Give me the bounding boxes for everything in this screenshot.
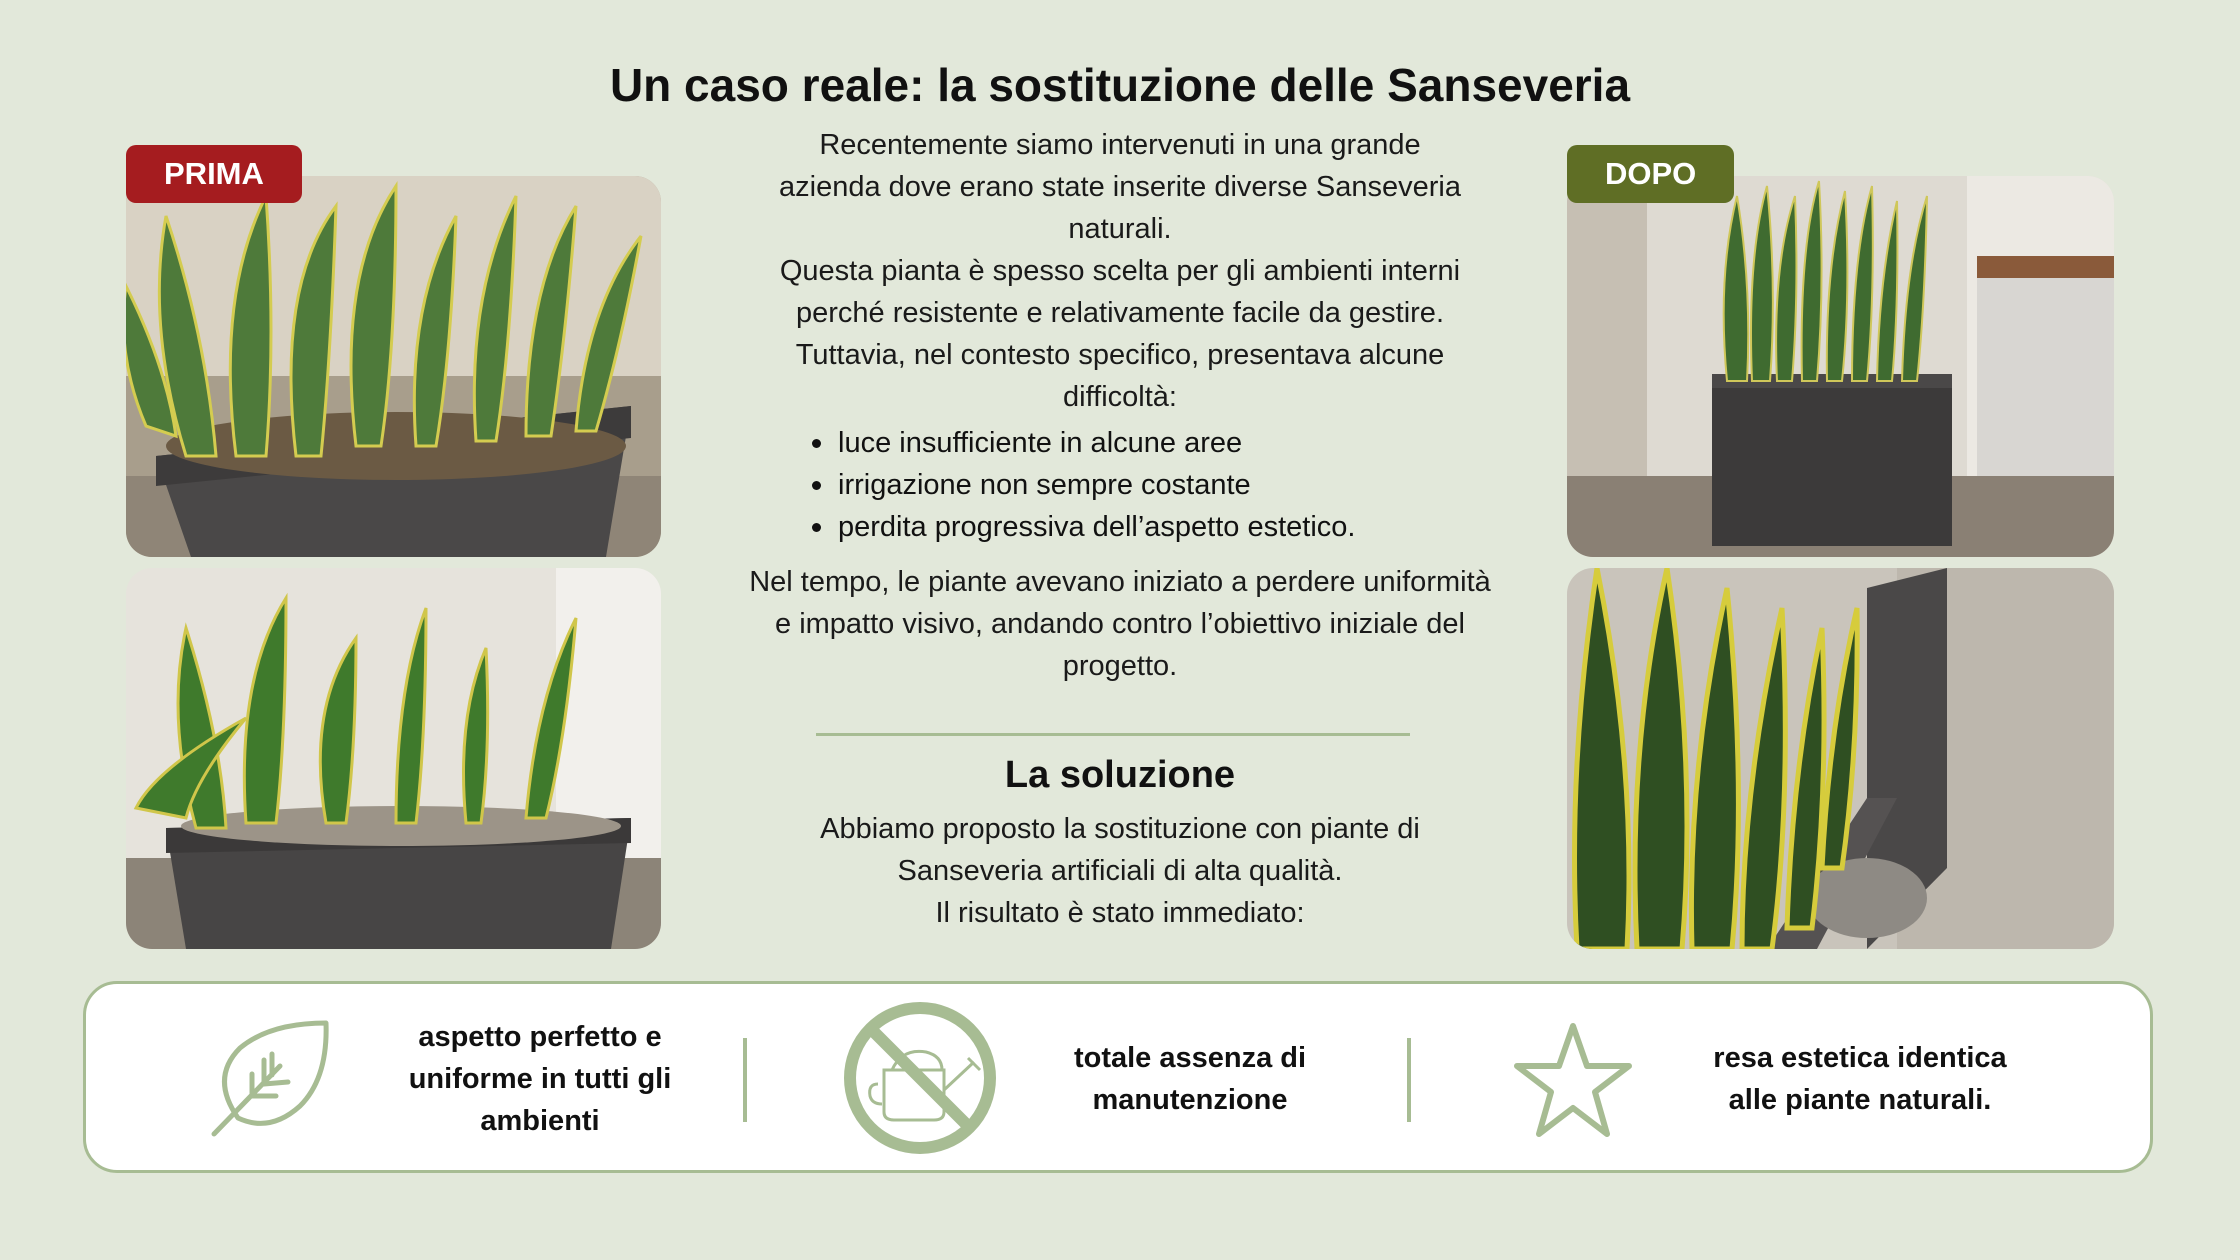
page-title: Un caso reale: la sostituzione delle Sanseveria	[609, 59, 1631, 111]
solution-line: Il risultato è stato immediato:	[935, 897, 1305, 929]
before-tag: PRIMA	[126, 145, 302, 203]
intro-line: Questa pianta è spesso scelta per gli ambienti interni	[779, 255, 1461, 287]
intro-paragraph	[720, 124, 1520, 418]
intro-line: naturali.	[1068, 213, 1172, 245]
divider	[816, 733, 1410, 736]
benefit-separator	[743, 1038, 747, 1122]
benefit-line: totale assenza di	[1073, 1042, 1307, 1074]
star-icon	[1511, 1020, 1635, 1145]
leaf-icon	[210, 1018, 330, 1143]
context-line: e impatto visivo, andando contro l’obiettivo iniziale del	[775, 608, 1465, 640]
intro-line: perché resistente e relativamente facile da gestire.	[795, 297, 1444, 329]
solution-line: Abbiamo proposto la sostituzione con piante di	[820, 813, 1420, 845]
after-tag: DOPO	[1567, 145, 1734, 203]
after-photo-bottom	[1567, 568, 2114, 949]
intro-line: difficoltà:	[1063, 381, 1177, 413]
no-watering-can-icon	[842, 1000, 998, 1161]
benefit-appearance	[365, 1016, 715, 1142]
benefit-line: aspetto perfetto e	[418, 1021, 662, 1053]
after-photo-top	[1567, 176, 2114, 557]
list-item: luce insufficiente in alcune aree	[810, 422, 1355, 464]
context-line: progetto.	[1062, 650, 1178, 682]
solution-line: Sanseveria artificiali di alta qualità.	[897, 855, 1343, 887]
difficulties-list	[810, 422, 1355, 548]
benefit-line: resa estetica identica	[1713, 1042, 2007, 1074]
solution-paragraph	[720, 808, 1520, 934]
context-paragraph	[720, 561, 1520, 687]
benefit-line: manutenzione	[1092, 1084, 1288, 1116]
benefit-maintenance	[1030, 1037, 1350, 1121]
benefit-line: ambienti	[480, 1105, 600, 1137]
context-line: Nel tempo, le piante avevano iniziato a perdere uniformità	[749, 566, 1491, 598]
before-photo-top	[126, 176, 661, 557]
benefit-line: alle piante naturali.	[1728, 1084, 1992, 1116]
benefit-separator	[1407, 1038, 1411, 1122]
solution-title: La soluzione	[1004, 754, 1236, 796]
intro-line: azienda dove erano state inserite diverse Sanseveria	[779, 171, 1461, 203]
before-photo-bottom	[126, 568, 661, 949]
benefit-aesthetic	[1670, 1037, 2050, 1121]
intro-line: Tuttavia, nel contesto specifico, presentava alcune	[795, 339, 1445, 371]
list-item: irrigazione non sempre costante	[810, 464, 1355, 506]
list-item: perdita progressiva dell’aspetto estetico.	[810, 506, 1355, 548]
intro-line: Recentemente siamo intervenuti in una grande	[819, 129, 1421, 161]
benefit-line: uniforme in tutti gli	[408, 1063, 672, 1095]
